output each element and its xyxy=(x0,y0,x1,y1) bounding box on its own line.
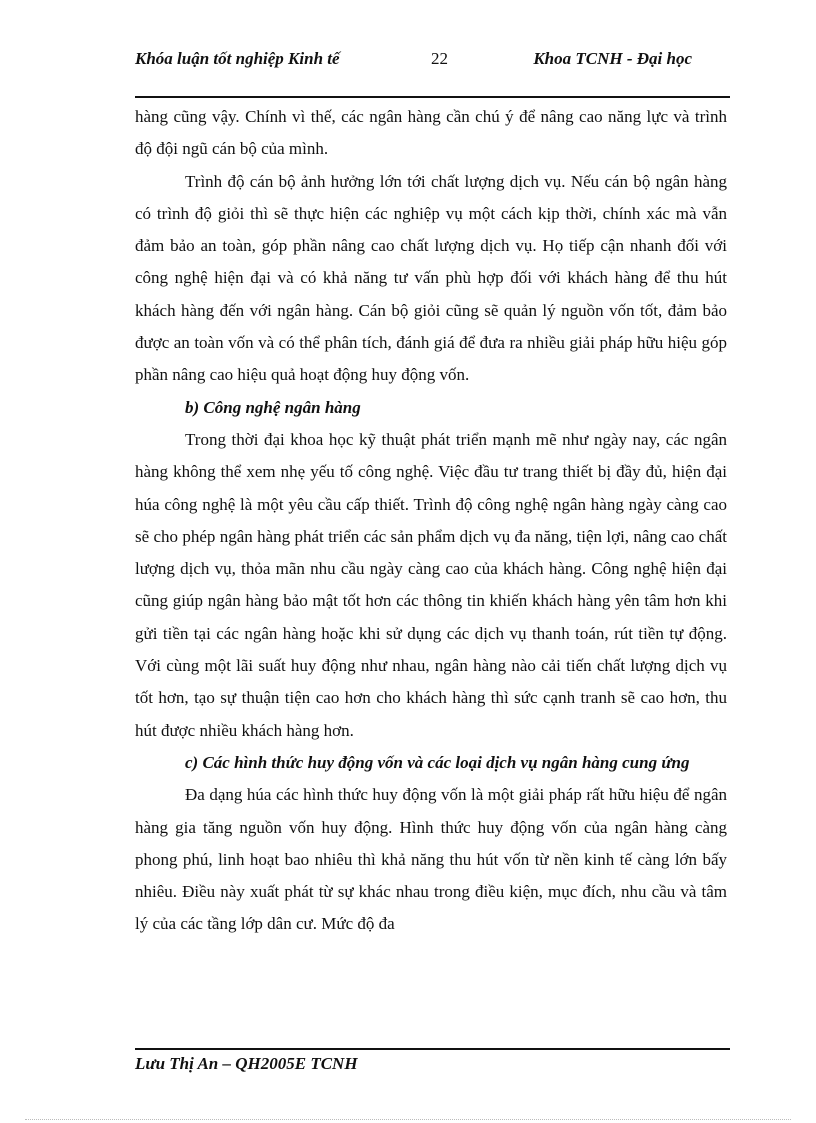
document-body xyxy=(135,101,727,941)
header-faculty: Khoa TCNH - Đại học xyxy=(533,49,692,68)
paragraph-diversification: Đa dạng húa các hình thức huy động vốn là một giải pháp rất hữu hiệu để ngân hàng gia tăng nguồn vốn huy động. Hình thức huy động vốn của ngân hàng càng phong phú, linh hoạt bao nhiêu thì khả năng thu hút vốn từ nền kinh tế càng lớn bấy nhiêu. Điều này xuất phát từ sự khác nhau trong điều kiện, mục đích, nhu cầu và tâm lý của các tầng lớp dân cư. Mức độ đa xyxy=(135,785,727,934)
page-edge-divider xyxy=(25,1119,791,1120)
footer-author: Lưu Thị An – QH2005E TCNH xyxy=(135,1054,358,1073)
section-heading-mobilization-forms: c) Các hình thức huy động vốn và các loại dịch vụ ngân hàng cung ứng xyxy=(185,752,690,772)
paragraph-technology: Trong thời đại khoa học kỹ thuật phát triển mạnh mẽ như ngày nay, các ngân hàng không thể xem nhẹ yếu tố công nghệ. Việc đầu tư trang thiết bị đầy đủ, hiện đại húa công nghệ là một yêu cầu cấp thiết. Trình độ công nghệ ngân hàng ngày càng cao sẽ cho phép ngân hàng phát triển các sản phẩm dịch vụ đa năng, tiện lợi, nâng cao chất lượng dịch vụ, thỏa mãn nhu cầu ngày càng cao của khách hàng. Công nghệ hiện đại cũng giúp ngân hàng bảo mật tốt hơn các thông tin khiến khách hàng yên tâm hơn khi gửi tiền tại các ngân hàng hoặc khi sử dụng các dịch vụ thanh toán, rút tiền tự động. Với cùng một lãi suất huy động như nhau, ngân hàng nào cải tiến chất lượng dịch vụ tốt hơn, tạo sự thuận tiện cao hơn cho khách hàng thì sức cạnh tranh sẽ cao hơn, thu hút được nhiều khách hàng hơn. xyxy=(135,429,727,740)
header-rule xyxy=(135,96,730,98)
page-header xyxy=(135,48,730,98)
header-thesis-title: Khóa luận tốt nghiệp Kinh tế xyxy=(135,49,340,68)
page-number: 22 xyxy=(431,49,448,68)
footer-rule xyxy=(135,1048,730,1050)
paragraph-continuation: hàng cũng vậy. Chính vì thế, các ngân hàng cần chú ý để nâng cao năng lực và trình độ đội ngũ cán bộ của mình. xyxy=(135,107,727,159)
section-heading-technology: b) Công nghệ ngân hàng xyxy=(185,397,361,417)
paragraph-staff-qualification: Trình độ cán bộ ảnh hưởng lớn tới chất lượng dịch vụ. Nếu cán bộ ngân hàng có trình độ giỏi thì sẽ thực hiện các nghiệp vụ một cách kịp thời, chính xác mà vẫn đảm bảo an toàn, góp phần nâng cao chất lượng dịch vụ. Họ tiếp cận nhanh đối với công nghệ hiện đại và có khả năng tư vấn phù hợp đối với khách hàng để thu hút khách hàng đến với ngân hàng. Cán bộ giỏi cũng sẽ quản lý nguồn vốn tốt, đảm bảo được an toàn vốn và có thể phân tích, đánh giá để đưa ra nhiều giải pháp hữu hiệu góp phần nâng cao hiệu quả hoạt động huy động vốn. xyxy=(135,171,727,385)
